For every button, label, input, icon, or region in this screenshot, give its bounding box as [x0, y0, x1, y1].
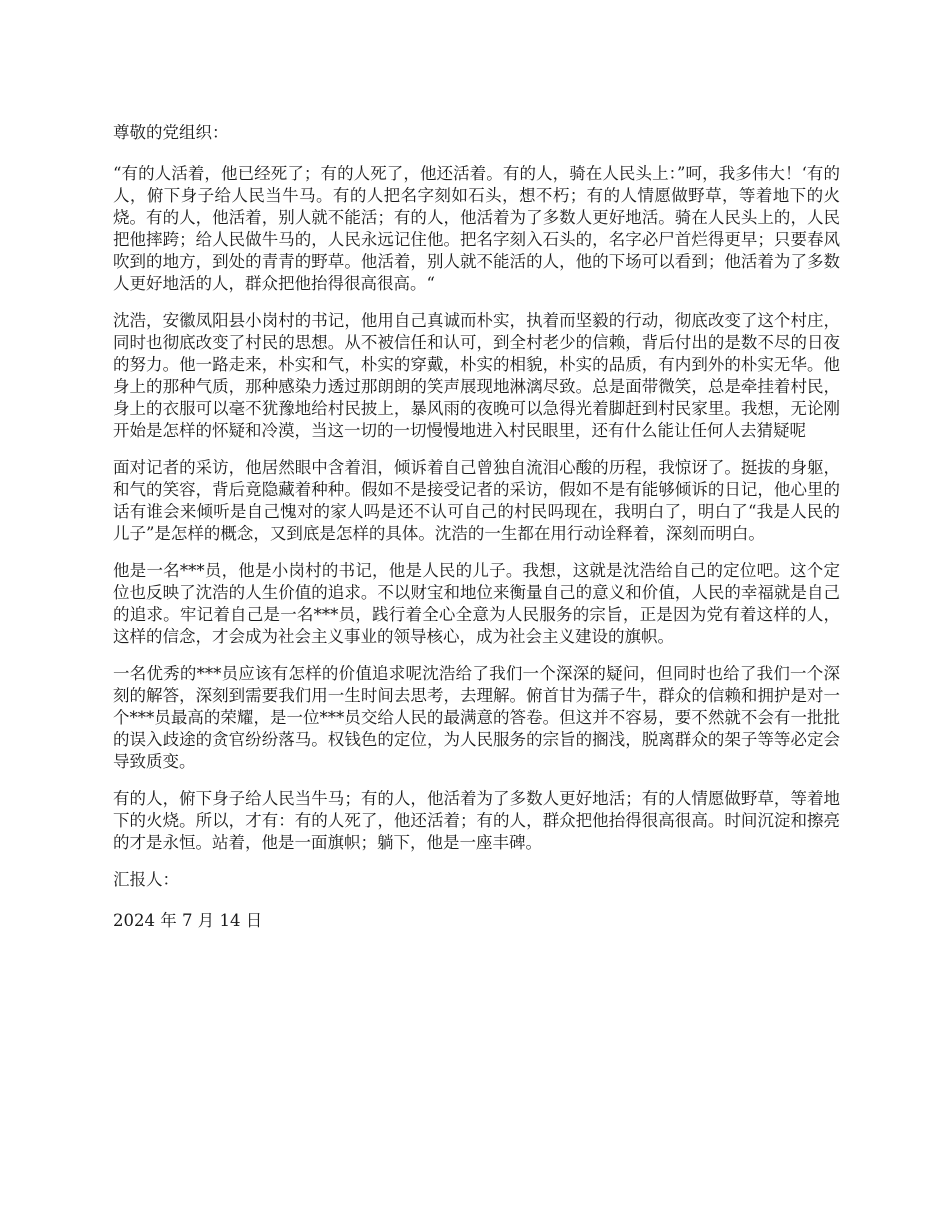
- paragraph-interview: 面对记者的采访，他居然眼中含着泪，倾诉着自己曾独自流泪心酸的历程，我惊讶了。挺拔的身躯，和气的笑容，背后竟隐藏着种种。假如不是接受记者的采访，假如不是有能够倾诉的日记，他心里的话有谁会来倾听是自己愧对的家人吗是还不认可自己的村民吗现在，我明白了，明白了“我是人民的儿子”是怎样的概念，又到底是怎样的具体。沈浩的一生都在用行动诠释着，深刻而明白。: [113, 458, 840, 543]
- paragraph-shen-hao-intro: 沈浩，安徽凤阳县小岗村的书记，他用自己真诚而朴实，执着而坚毅的行动，彻底改变了这个村庄，同时也彻底改变了村民的思想。从不被信任和认可，到全村老少的信赖，背后付出的是数不尽的日夜的努力。他一路走来，朴实和气，朴实的穿戴，朴实的相貌，朴实的品质，有内到外的朴实无华。他身上的那种气质，那种感染力透过那朗朗的笑声展现地淋漓尽致。总是面带微笑，总是牵挂着村民，身上的衣服可以毫不犹豫地给村民披上，暴风雨的夜晚可以急得光着脚赶到村民家里。我想，无论刚开始是怎样的怀疑和冷漠，当这一切的一切慢慢地进入村民眼里，还有什么能让任何人去猜疑呢: [113, 311, 840, 440]
- paragraph-value-pursuit: 一名优秀的***员应该有怎样的价值追求呢沈浩给了我们一个深深的疑问，但同时也给了我们一个深刻的解答，深刻到需要我们用一生时间去思考，去理解。俯首甘为孺子牛，群众的信赖和拥护是对一个***员最高的荣耀，是一位***员交给人民的最满意的答卷。但这并不容易，要不然就不会有一批批的误入歧途的贪官纷纷落马。权钱色的定位，为人民服务的宗旨的搁浅，脱离群众的架子等等必定会导致质变。: [113, 664, 840, 771]
- report-date: 2024 年 7 月 14 日: [113, 911, 263, 930]
- reporter-label: 汇报人：: [113, 870, 179, 889]
- paragraph-conclusion: 有的人，俯下身子给人民当牛马；有的人，他活着为了多数人更好地活；有的人情愿做野草，等着地下的火烧。所以，才有：有的人死了，他还活着；有的人，群众把他抬得很高很高。时间沉淀和擦亮的才是永恒。站着，他是一面旗帜；躺下，他是一座丰碑。: [113, 789, 840, 852]
- letter-document: [113, 122, 840, 951]
- paragraph-self-positioning: 他是一名***员，他是小岗村的书记，他是人民的儿子。我想，这就是沈浩给自己的定位吧。这个定位也反映了沈浩的人生价值的追求。不以财宝和地位来衡量自己的意义和价值，人民的幸福就是自己的追求。牢记着自己是一名***员，践行着全心全意为人民服务的宗旨，正是因为党有着这样的人，这样的信念，才会成为社会主义事业的领导核心，成为社会主义建设的旗帜。: [113, 561, 840, 646]
- paragraph-poem-quote: “有的人活着，他已经死了；有的人死了，他还活着。有的人，骑在人民头上：”呵，我多伟大！‘有的人，俯下身子给人民当牛马。有的人把名字刻如石头，想不朽；有的人情愿做野草，等着地下的火烧。有的人，他活着，别人就不能活；有的人，他活着为了多数人更好地活。骑在人民头上的，人民把他摔跨；给人民做牛马的，人民永远记住他。把名字刻入石头的，名字必尸首烂得更早；只要春风吹到的地方，到处的青青的野草。他活着，别人就不能活的人，他的下场可以看到；他活着为了多数人更好地活的人，群众把他抬得很高很高。“: [113, 164, 840, 293]
- salutation: 尊敬的党组织：: [113, 123, 229, 142]
